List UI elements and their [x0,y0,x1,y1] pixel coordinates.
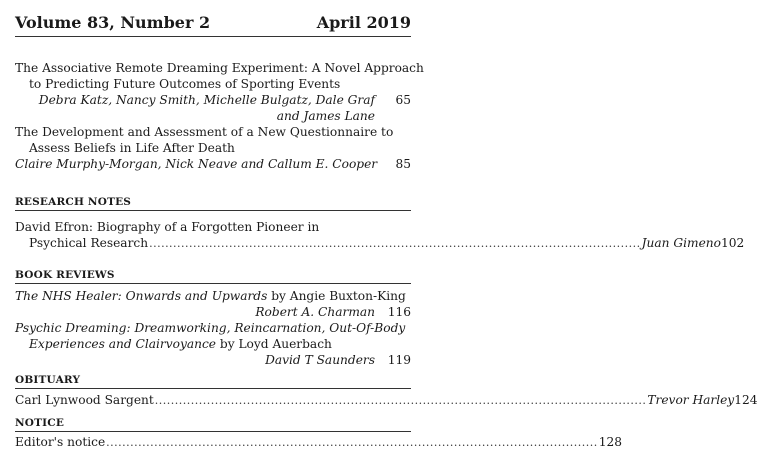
contents-page [15,0,757,463]
page-number: 128 [598,435,623,449]
research-note-entry: David Efron: Biography of a Forgotten Pioneer in Psychical Research ........................................................................................................................... Juan Gimeno 102 [15,220,745,250]
page-number: 85 [395,157,411,171]
leader-dots: ........................................................................................................................... [106,436,598,449]
section-heading-book-reviews: BOOK REVIEWS [15,269,411,284]
section-heading-notice: NOTICE [15,417,411,432]
article-title: The Associative Remote Dreaming Experiment: A Novel Approach to Predicting Future Outcomes of Sporting Events [15,61,424,91]
article-authors: Claire Murphy-Morgan, Nick Neave and Callum E. Cooper 85 [15,157,411,171]
section-heading-research-notes: RESEARCH NOTES [15,196,411,211]
article-entry [15,60,424,124]
book-review-entry: The NHS Healer: Onwards and Upwards by Angie Buxton-King Robert A. Charman 116 [15,289,411,319]
book-review-entry: Psychic Dreaming: Dreamworking, Reincarnation, Out-Of-Body Experiences and Clairvoyance by Loyd Auerbach David T Saunders 119 [15,321,411,367]
leader-dots: ........................................................................................................................... [149,237,641,250]
article-author: Juan Gimeno [641,236,721,250]
volume-number: Volume 83, Number 2 [15,13,211,32]
leader-dots: ........................................................................................................................... [154,394,647,407]
page-number: 119 [387,353,411,367]
reviewer: David T Saunders 119 [265,353,411,367]
page-number: 116 [387,305,411,319]
page-number: 102 [721,236,745,250]
page-number: 124 [734,393,757,407]
issue-date: April 2019 [316,13,411,32]
article-entry [15,124,411,172]
book-title: The NHS Healer: Onwards and Upwards [15,289,268,303]
article-author: Trevor Harley [647,393,735,407]
book-title: Psychic Dreaming: Dreamworking, Reincarnation, Out-Of-Body [15,321,406,335]
article-title: The Development and Assessment of a New Questionnaire to Assess Beliefs in Life After Death [15,125,394,155]
notice-entry: Editor's notice ........................................................................................................................... 128 [15,435,623,449]
obituary-entry: Carl Lynwood Sargent ........................................................................................................................... Trevor Harley 124 [15,393,757,407]
page-number: 65 [395,93,411,107]
article-authors: Debra Katz, Nancy Smith, Michelle Bulgatz, Dale Graf 65 [38,93,411,107]
issue-header [15,10,411,37]
article-authors-continued: and James Lane [276,109,375,123]
reviewer: Robert A. Charman 116 [255,305,411,319]
section-heading-obituary: OBITUARY [15,374,411,389]
